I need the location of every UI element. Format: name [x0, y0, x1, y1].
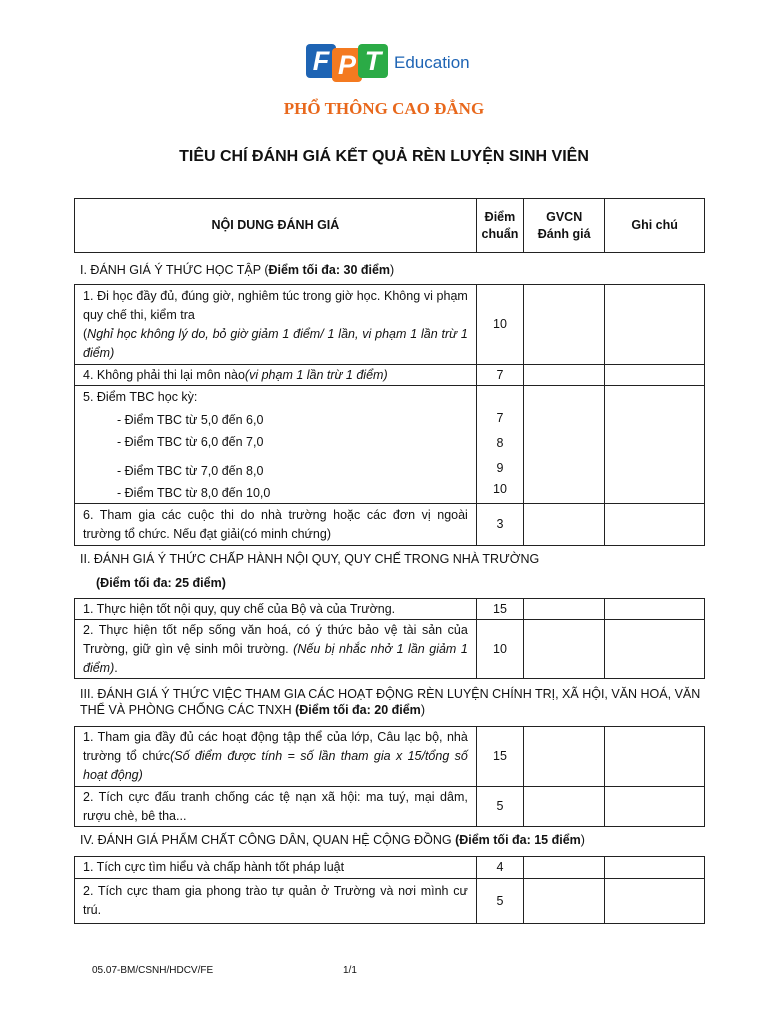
table-row [75, 787, 705, 827]
table-row [75, 386, 705, 504]
teacher-score-cell[interactable] [524, 787, 605, 827]
note-cell[interactable] [605, 787, 705, 827]
teacher-score-cell[interactable] [524, 365, 605, 386]
note-cell[interactable] [605, 879, 705, 924]
teacher-score-cell[interactable] [524, 504, 605, 546]
criterion-text: 2. Tích cực đấu tranh chống các tệ nạn xã hội: ma tuý, mại dâm, rượu chè, bê tha... [75, 787, 477, 827]
section-4-title: IV. ĐÁNH GIÁ PHẨM CHẤT CÔNG DÂN, QUAN HỆ CỘNG ĐỒNG (Điểm tối đa: 15 điểm) [80, 833, 585, 847]
teacher-score-cell[interactable] [524, 285, 605, 365]
logo-letter-p: P [332, 48, 362, 82]
page-number: 1/1 [343, 965, 357, 976]
criterion-text: 4. Không phải thi lại môn nào(vi phạm 1 lần trừ 1 điểm) [75, 365, 477, 386]
criterion-text: 2. Thực hiện tốt nếp sống văn hoá, có ý thức bảo vệ tài sản của Trường, giữ gìn vệ sinh môi trường. (Nếu bị nhắc nhở 1 lần giảm 1 điểm). [75, 620, 477, 679]
teacher-score-cell[interactable] [524, 879, 605, 924]
section-2-title: II. ĐÁNH GIÁ Ý THỨC CHẤP HÀNH NỘI QUY, QUY CHẾ TRONG NHÀ TRƯỜNG [80, 552, 540, 566]
fpt-education-logo [306, 44, 468, 84]
teacher-score-cell[interactable] [524, 599, 605, 620]
criterion-text: 1. Đi học đầy đủ, đúng giờ, nghiêm túc trong giờ học. Không vi phạm quy chế thi, kiểm tra (Nghỉ học không lý do, bỏ giờ giảm 1 điểm/ 1 lần, vi phạm 1 lần trừ 1 điểm) [75, 285, 477, 365]
standard-score: 4 [476, 857, 523, 879]
logo-letter-t: T [358, 44, 388, 78]
header-content: NỘI DUNG ĐÁNH GIÁ [75, 199, 477, 253]
form-code: 05.07-BM/CSNH/HDCV/FE [92, 965, 214, 976]
logo-letter-f: F [306, 44, 336, 78]
table-row [75, 857, 705, 879]
table-row [75, 285, 705, 365]
standard-score-list: 7 8 9 10 [476, 386, 523, 504]
criterion-text: 1. Tích cực tìm hiểu và chấp hành tốt pháp luật [75, 857, 477, 879]
standard-score: 10 [476, 620, 523, 679]
logo-word: Education [394, 53, 470, 72]
standard-score: 10 [476, 285, 523, 365]
note-cell[interactable] [605, 599, 705, 620]
teacher-score-cell[interactable] [524, 386, 605, 504]
criterion-text: 1. Thực hiện tốt nội quy, quy chế của Bộ và của Trường. [75, 599, 477, 620]
criterion-text: 1. Tham gia đầy đủ các hoạt động tập thể của lớp, Câu lạc bộ, nhà trường tổ chức(Số điểm được tính = số lần tham gia x 15/tổng số hoạt động) [75, 727, 477, 787]
standard-score: 5 [476, 787, 523, 827]
note-cell[interactable] [605, 727, 705, 787]
table-row [75, 599, 705, 620]
header-standard-score: Điểm chuẩn [476, 199, 523, 253]
section-4-table [74, 856, 705, 924]
teacher-score-cell[interactable] [524, 727, 605, 787]
note-cell[interactable] [605, 857, 705, 879]
teacher-score-cell[interactable] [524, 620, 605, 679]
table-row [75, 365, 705, 386]
note-cell[interactable] [605, 365, 705, 386]
note-cell[interactable] [605, 504, 705, 546]
header-teacher-eval: GVCN Đánh giá [524, 199, 605, 253]
standard-score: 3 [476, 504, 523, 546]
standard-score: 15 [476, 599, 523, 620]
note-cell[interactable] [605, 620, 705, 679]
standard-score: 7 [476, 365, 523, 386]
criterion-text: 2. Tích cực tham gia phong trào tự quản ở Trường và nơi mình cư trú. [75, 879, 477, 924]
school-subtitle: PHỔ THÔNG CAO ĐẲNG [283, 99, 485, 118]
table-row [75, 620, 705, 679]
section-2-max-score: (Điểm tối đa: 25 điểm) [96, 576, 226, 590]
header-notes: Ghi chú [605, 199, 705, 253]
standard-score: 5 [476, 879, 523, 924]
teacher-score-cell[interactable] [524, 857, 605, 879]
note-cell[interactable] [605, 386, 705, 504]
section-2-table [74, 598, 705, 679]
section-1-table [74, 284, 705, 546]
section-3-table [74, 726, 705, 827]
section-1-title: I. ĐÁNH GIÁ Ý THỨC HỌC TẬP (Điểm tối đa: 30 điểm) [80, 263, 395, 277]
header-table [74, 198, 705, 253]
standard-score: 15 [476, 727, 523, 787]
criterion-text: 6. Tham gia các cuộc thi do nhà trường hoặc các đơn vị ngoài trường tổ chức. Nếu đạt giải(có minh chứng) [75, 504, 477, 546]
table-row [75, 879, 705, 924]
document-title: TIÊU CHÍ ĐÁNH GIÁ KẾT QUẢ RÈN LUYỆN SINH VIÊN [179, 148, 589, 165]
table-row [75, 504, 705, 546]
section-3-title: III. ĐÁNH GIÁ Ý THỨC VIỆC THAM GIA CÁC HOẠT ĐỘNG RÈN LUYỆN CHÍNH TRỊ, XÃ HỘI, VĂN HOÁ, VĂN THỂ VÀ PHÒNG CHỐNG CÁC TNXH (Điểm tối đa: 20 điểm) [80, 687, 701, 717]
criterion-text: 5. Điểm TBC học kỳ: - Điểm TBC từ 5,0 đến 6,0 - Điểm TBC từ 6,0 đến 7,0 - Điểm TBC từ 7,0 đến 8,0 - Điểm TBC từ 8,0 đến 10,0 [75, 386, 477, 504]
table-row [75, 727, 705, 787]
note-cell[interactable] [605, 285, 705, 365]
